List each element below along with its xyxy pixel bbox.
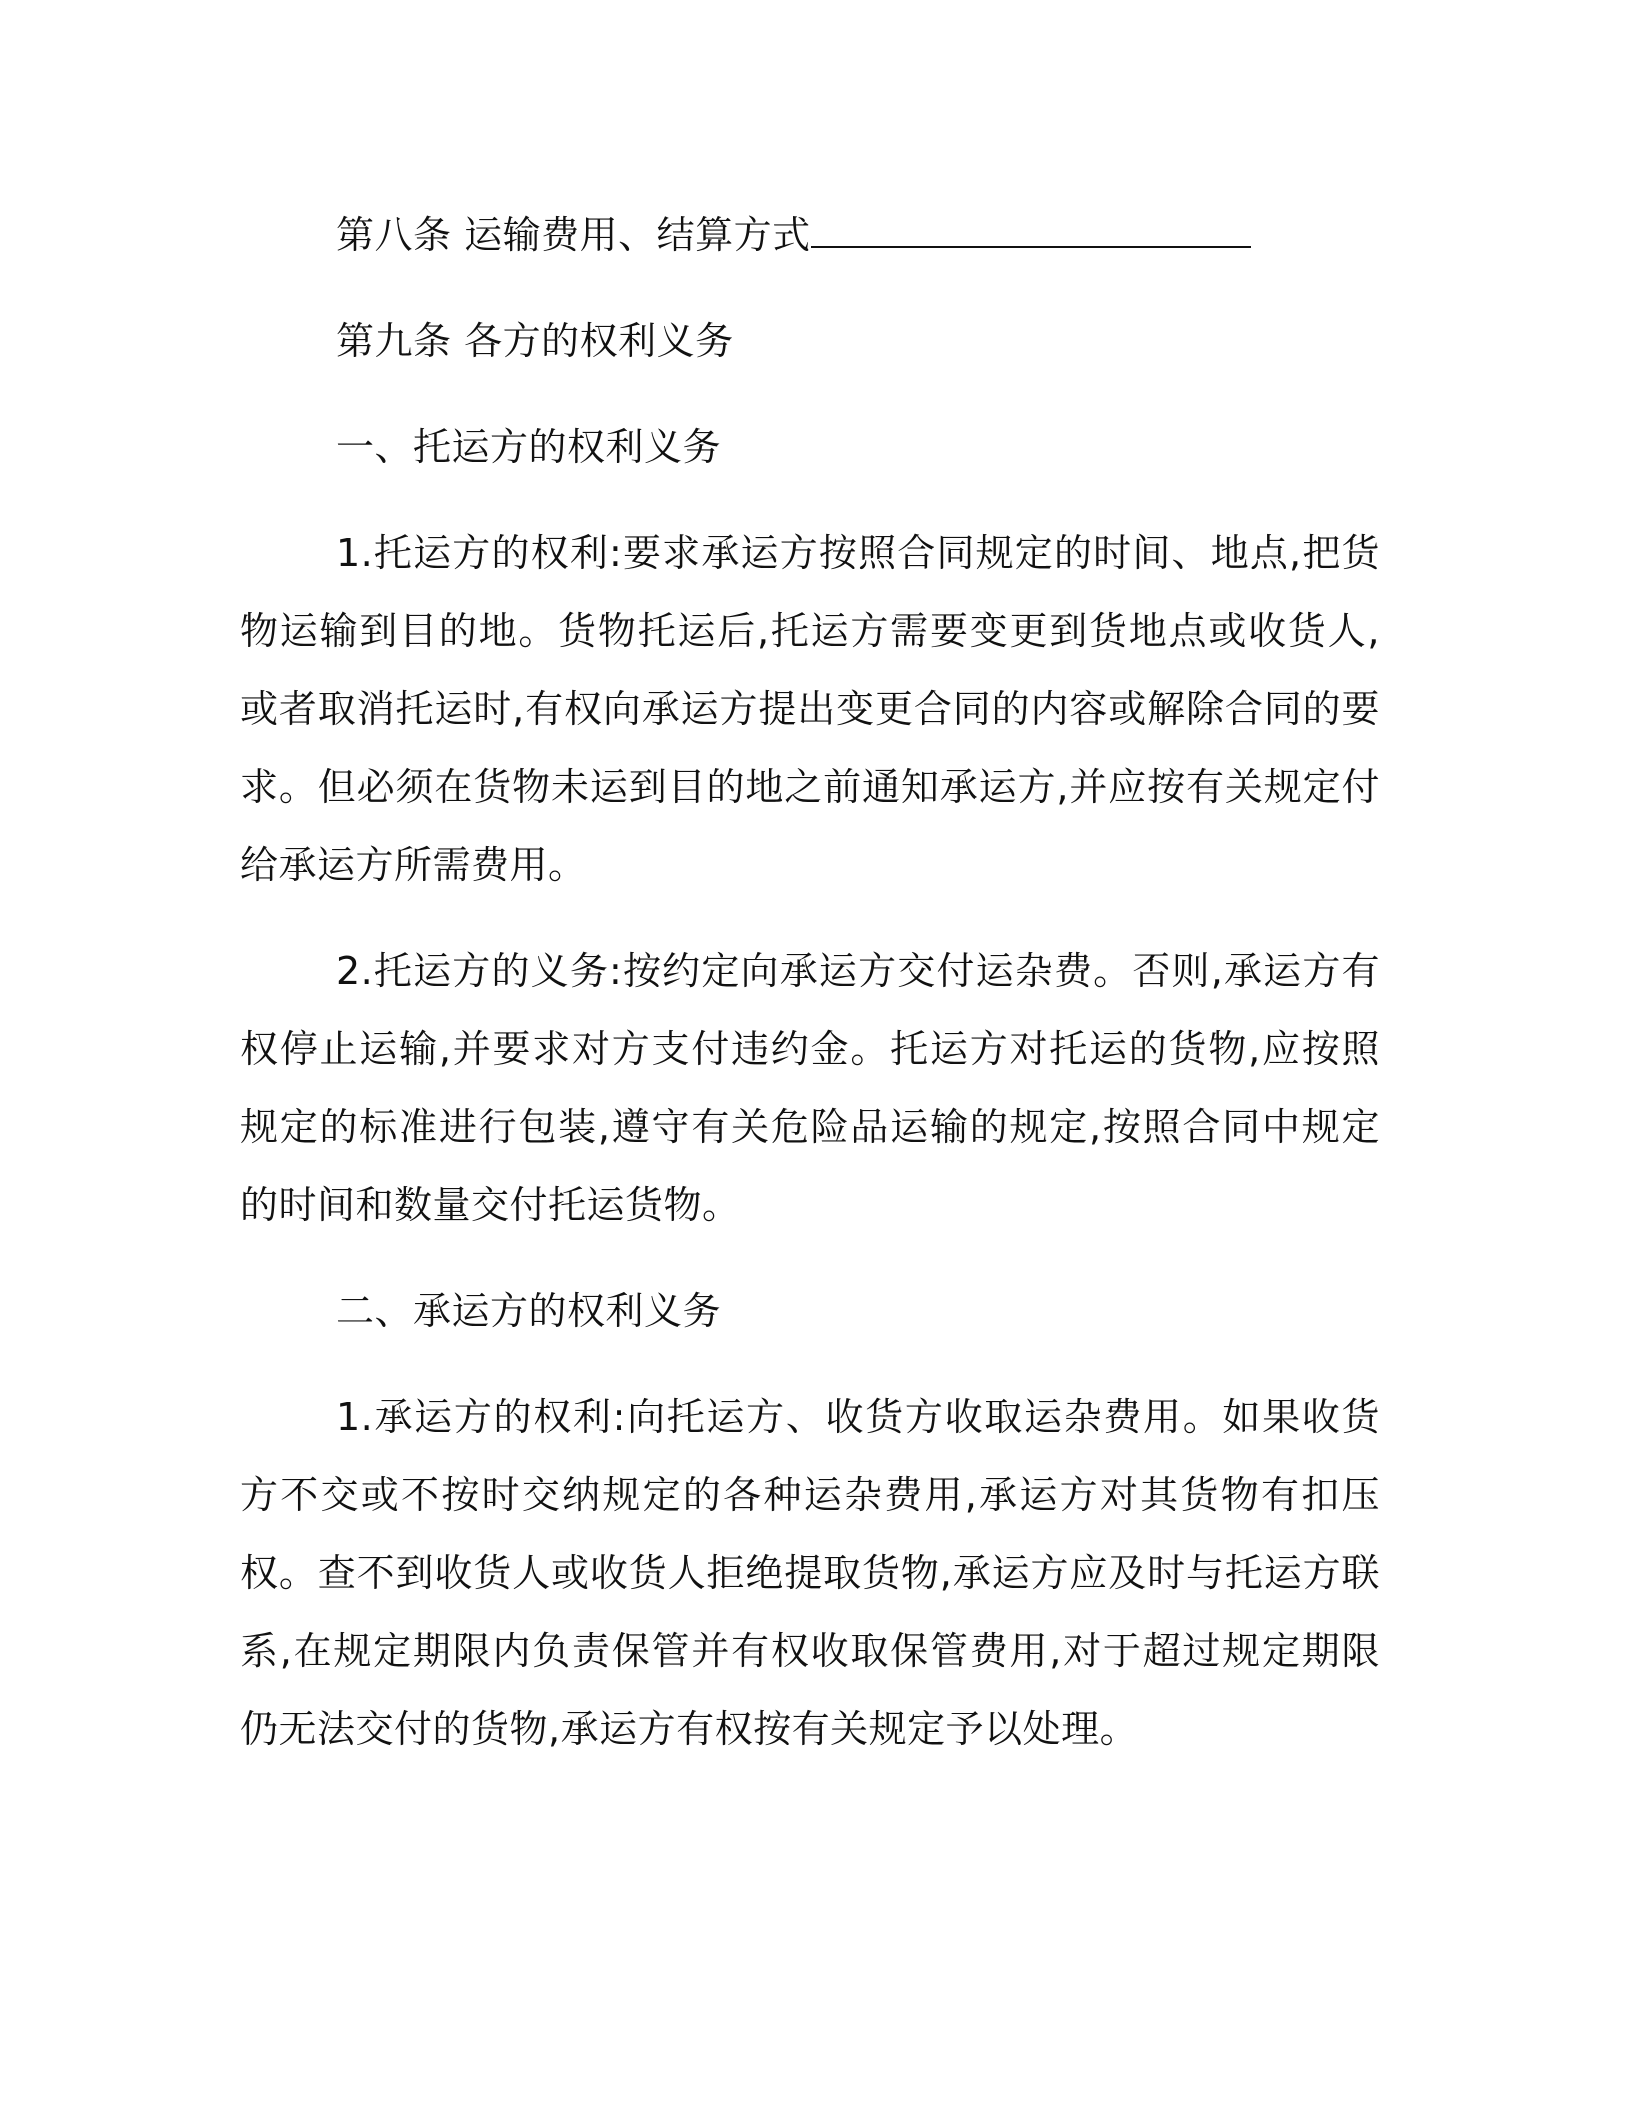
- document-body: [240, 196, 1380, 1768]
- shipper-obligations-paragraph: 2.托运方的义务:按约定向承运方交付运杂费。否则,承运方有权停止运输,并要求对方支付违约金。托运方对托运的货物,应按照规定的标准进行包装,遵守有关危险品运输的规定,按照合同中规定的时间和数量交付托运货物。: [240, 949, 1380, 1227]
- section-2-heading: 二、承运方的权利义务: [336, 1289, 722, 1333]
- article-9-heading: 第九条 各方的权利义务: [336, 319, 734, 363]
- article-8-label: 第八条 运输费用、结算方式: [336, 213, 811, 257]
- carrier-rights-paragraph: 1.承运方的权利:向托运方、收货方收取运杂费用。如果收货方不交或不按时交纳规定的各种运杂费用,承运方对其货物有扣压权。查不到收货人或收货人拒绝提取货物,承运方应及时与托运方联系,在规定期限内负责保管并有权收取保管费用,对于超过规定期限仍无法交付的货物,承运方有权按有关规定予以处理。: [240, 1395, 1380, 1751]
- section-1-heading: 一、托运方的权利义务: [336, 425, 722, 469]
- article-8-line: [240, 196, 1380, 274]
- fill-in-blank: [811, 206, 1251, 248]
- shipper-rights-paragraph: 1.托运方的权利:要求承运方按照合同规定的时间、地点,把货物运输到目的地。货物托运后,托运方需要变更到货地点或收货人,或者取消托运时,有权向承运方提出变更合同的内容或解除合同的要求。但必须在货物未运到目的地之前通知承运方,并应按有关规定付给承运方所需费用。: [240, 531, 1380, 887]
